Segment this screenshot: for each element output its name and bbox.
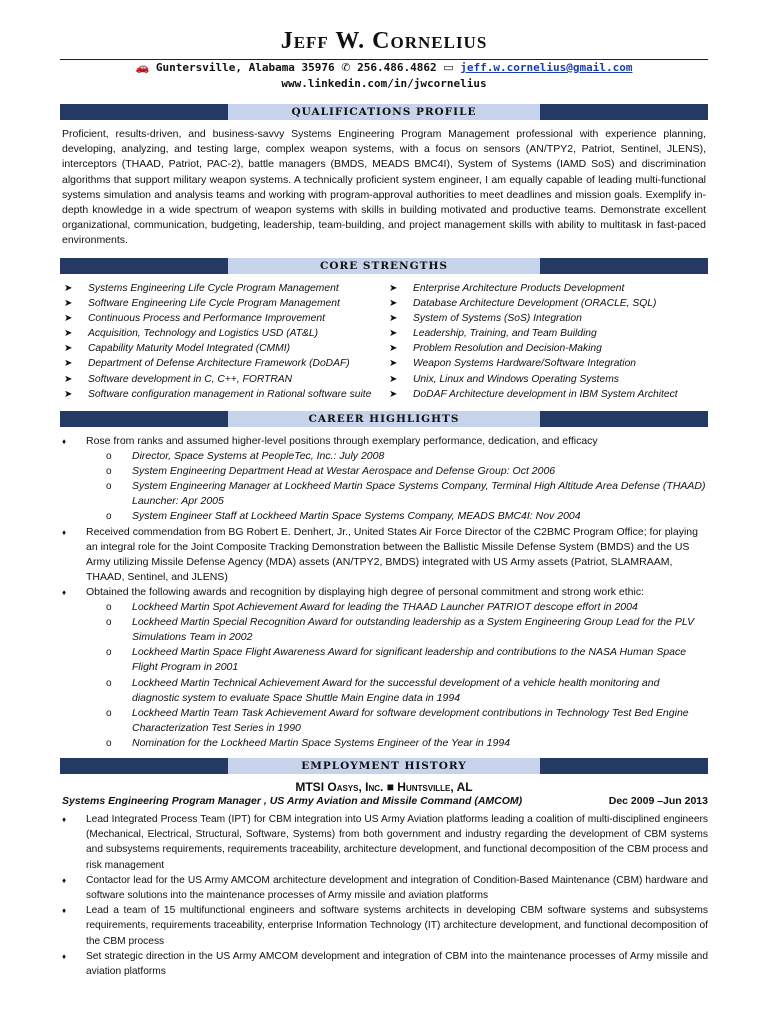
- highlight-subitem: [62, 736, 708, 751]
- circle-bullet-icon: o: [106, 602, 112, 614]
- strengths-heading: CORE STRENGTHS: [228, 258, 540, 274]
- strength-item: [64, 356, 389, 371]
- job-duties: [62, 812, 708, 979]
- strength-text: Capability Maturity Model Integrated (CMMI): [88, 343, 291, 355]
- highlight-subitem-text: Lockheed Martin Special Recognition Award for outstanding leadership as a System Engineering Group Lead for the PLV Simulations Team in 2002: [132, 616, 695, 644]
- strength-item: [64, 341, 389, 356]
- highlight-subitem-text: Nomination for the Lockheed Martin Space Systems Engineer of the Year in 1994: [132, 736, 511, 749]
- highlight-subitem: [62, 479, 708, 509]
- diamond-bullet-icon: ♦: [62, 875, 67, 885]
- duty-item: [62, 949, 708, 979]
- strength-text: Weapon Systems Hardware/Software Integration: [413, 358, 637, 370]
- diamond-bullet-icon: ♦: [62, 951, 67, 961]
- strength-text: Acquisition, Technology and Logistics USD (AT&L): [88, 328, 319, 340]
- arrow-bullet-icon: ➤: [64, 373, 73, 385]
- strengths-band: [60, 258, 708, 274]
- arrow-bullet-icon: ➤: [64, 298, 73, 310]
- duty-item: [62, 812, 708, 873]
- arrow-bullet-icon: ➤: [64, 283, 73, 294]
- highlight-text: Obtained the following awards and recognition by displaying high degree of personal commitment and strong work ethic:: [86, 585, 644, 598]
- strength-item: [64, 326, 389, 341]
- resume-name: Jeff W. Cornelius: [280, 28, 488, 54]
- strength-item: [389, 311, 714, 326]
- strength-item: [64, 387, 389, 402]
- linkedin-url[interactable]: www.linkedin.com/in/jwcornelius: [281, 77, 487, 90]
- highlights-list: [62, 434, 708, 751]
- arrow-bullet-icon: ➤: [64, 328, 73, 340]
- arrow-bullet-icon: ➤: [389, 328, 398, 340]
- highlight-item: [62, 585, 708, 600]
- strengths-left-column: [64, 281, 389, 402]
- arrow-bullet-icon: ➤: [389, 388, 398, 400]
- strength-item: [389, 341, 714, 356]
- strength-text: Continuous Process and Performance Improvement: [88, 313, 325, 325]
- arrow-bullet-icon: ➤: [389, 373, 398, 385]
- highlight-item: [62, 525, 708, 585]
- highlight-subitem: [62, 706, 708, 736]
- highlight-subitem: [62, 464, 708, 479]
- qualifications-heading: QUALIFICATIONS PROFILE: [228, 104, 540, 120]
- diamond-bullet-icon: ♦: [62, 815, 67, 824]
- arrow-bullet-icon: ➤: [64, 313, 73, 325]
- highlight-subitem-text: Lockheed Martin Spot Achievement Award for leading the THAAD Launcher PATRIOT descope effort in 2004: [132, 601, 638, 614]
- highlight-subitem-text: Director, Space Systems at PeopleTec, Inc.: July 2008: [132, 450, 385, 463]
- duty-text: Lead a team of 15 multifunctional engineers and software systems architects in developing CBM software systems and subsystems requirements, requirements traceability, enterprise Information Technology (IT) architecture development, and functional decomposition of the CBM process: [86, 905, 708, 947]
- highlight-subitem-text: Lockheed Martin Team Task Achievement Award for software development contributions in Technology Test Bed Engine Characterization Test Series in 1990: [132, 706, 689, 734]
- diamond-bullet-icon: ♦: [62, 527, 67, 537]
- strength-text: Database Architecture Development (ORACLE, SQL): [413, 298, 657, 310]
- circle-bullet-icon: o: [106, 466, 112, 478]
- arrow-bullet-icon: ➤: [64, 388, 73, 400]
- company-line: MTSI Oasys, Inc. ■ Huntsville, AL: [295, 780, 473, 794]
- location: Guntersville, Alabama 35976: [155, 61, 335, 74]
- strength-item: [389, 372, 714, 387]
- strength-text: Unix, Linux and Windows Operating Systems: [413, 373, 619, 385]
- duty-text: Set strategic direction in the US Army AMCOM development and integration of CBM into the maintenance processes of Army missile and aviation platforms: [86, 950, 708, 978]
- highlight-text: Rose from ranks and assumed higher-level positions through exemplary performance, dedication, and efficacy: [86, 435, 598, 447]
- diamond-bullet-icon: ♦: [62, 587, 67, 597]
- circle-bullet-icon: o: [106, 737, 112, 749]
- strengths-list: [64, 281, 714, 402]
- job-title-line: [62, 795, 708, 807]
- job-title: Systems Engineering Program Manager , US Army Aviation and Missile Command (AMCOM): [62, 795, 523, 807]
- car-icon: 🚗: [135, 61, 150, 74]
- job-dates: Dec 2009 –Jun 2013: [608, 795, 708, 807]
- highlight-subitem: [62, 676, 708, 706]
- duty-text: Contactor lead for the US Army AMCOM architecture development and integration of Condition-Based Maintenance (CBM) hardware and software solutions into the maintenance processes of Army missile and aviation platforms: [86, 874, 708, 902]
- strength-item: [64, 281, 389, 296]
- highlights-heading: CAREER HIGHLIGHTS: [228, 411, 540, 427]
- duty-text: Lead Integrated Process Team (IPT) for CBM integration into US Army Aviation platforms leading a coalition of multi-disciplined engineers (Mechanical, Electrical, Structural, Software, Systems) from both government and industry regarding the development of CBM systems and subsystems requirements, requirements traceability, architecture development, and functional decomposition of the CBM process and risk management: [86, 814, 708, 871]
- highlight-subitem: [62, 645, 708, 675]
- qualifications-band: [60, 104, 708, 120]
- arrow-bullet-icon: ➤: [389, 358, 398, 370]
- computer-icon: ▭: [443, 61, 454, 74]
- strength-item: [389, 296, 714, 311]
- strength-text: Systems Engineering Life Cycle Program Management: [88, 283, 339, 294]
- diamond-bullet-icon: ♦: [62, 906, 67, 916]
- circle-bullet-icon: o: [106, 481, 112, 493]
- arrow-bullet-icon: ➤: [389, 343, 398, 355]
- strength-item: [389, 387, 714, 402]
- highlight-subitem-text: Lockheed Martin Technical Achievement Award for the successful development of a vehicle health monitoring and diagnostic system to evaluate Space Shuttle Main Engine data in 1994: [132, 676, 660, 704]
- circle-bullet-icon: o: [106, 451, 112, 463]
- highlights-band: [60, 411, 708, 427]
- duty-item: [62, 873, 708, 903]
- strength-text: DoDAF Architecture development in IBM System Architect: [413, 388, 678, 400]
- employment-band: [60, 758, 708, 774]
- highlight-subitem: [62, 600, 708, 615]
- strength-text: Software configuration management in Rational software suite: [88, 388, 372, 400]
- strength-item: [389, 281, 714, 296]
- strength-item: [64, 372, 389, 387]
- profile-text: Proficient, results-driven, and business-savvy Systems Engineering Program Management professional with experience planning, developing, analyzing, and testing large, complex weapon systems, with a focus on sensors (AN/TPY2, Patriot, Sentinel, JLENS), interceptors (THAAD, Patriot, PAC-2), battle managers (BMDS, MEADS BMC4I), System of Systems (IAMD SoS) and discrimination algorithms that support military weapon systems. A technically proficient system engineer, I am equally capable of leading multi-functional systems simulation and analysis teams and working with program-approval authorities to meet deadlines and mission goals. Exemplify in-depth knowledge in a wide spectrum of weapon systems with skills in building motivated and productive teams. Demonstrate excellent organizational, communication, budgeting, leadership, team-building, and project management skills with ability to multitask in fast-paced environments.: [62, 128, 706, 247]
- arrow-bullet-icon: ➤: [389, 283, 398, 294]
- highlight-text: Received commendation from BG Robert E. Denhert, Jr., United States Air Force Director of the C2BMC Program Office; for playing an integral role for the Joint Composite Tracking Demonstration between the Ballistic Missile Defense System (BMDS) and the US Army utilizing Missile Defense Agency (MDA) assets (AN/TPY2, BMDS) integrated with US Army assets (Patriot, SLAMRAAM, THAAD, Sentinel, and JLENS): [86, 525, 698, 583]
- highlight-item: [62, 434, 708, 449]
- strength-text: Software Engineering Life Cycle Program Management: [88, 298, 340, 310]
- strength-item: [389, 356, 714, 371]
- circle-bullet-icon: o: [106, 677, 112, 689]
- duty-item: [62, 903, 708, 949]
- strengths-right-column: [389, 281, 714, 402]
- highlight-subitem-text: System Engineering Manager at Lockheed Martin Space Systems Company, Terminal High Altitude Area Defense (THAAD) Launcher: Apr 2005: [132, 480, 706, 508]
- circle-bullet-icon: o: [106, 707, 112, 719]
- employment-heading: EMPLOYMENT HISTORY: [228, 758, 540, 774]
- circle-bullet-icon: o: [106, 617, 112, 629]
- email-link[interactable]: jeff.w.cornelius@gmail.com: [460, 61, 633, 74]
- arrow-bullet-icon: ➤: [389, 298, 398, 310]
- arrow-bullet-icon: ➤: [389, 313, 398, 325]
- highlight-subitem-text: System Engineering Department Head at Westar Aerospace and Defense Group: Oct 2006: [132, 465, 556, 478]
- strength-text: Enterprise Architecture Products Development: [413, 283, 625, 294]
- highlight-subitem: [62, 615, 708, 645]
- strength-text: Leadership, Training, and Team Building: [413, 328, 597, 340]
- strength-text: Software development in C, C++, FORTRAN: [88, 373, 293, 385]
- highlight-subitem: [62, 509, 708, 524]
- strength-item: [64, 296, 389, 311]
- circle-bullet-icon: o: [106, 647, 112, 659]
- header-rule: [60, 59, 708, 60]
- highlight-subitem: [62, 449, 708, 464]
- diamond-bullet-icon: ♦: [62, 437, 67, 446]
- highlight-subitem-text: Lockheed Martin Space Flight Awareness Award for significant leadership and contributions to the NASA Human Space Flight Program in 2001: [132, 646, 687, 674]
- arrow-bullet-icon: ➤: [64, 358, 73, 370]
- arrow-bullet-icon: ➤: [64, 343, 73, 355]
- strength-text: Department of Defense Architecture Framework (DoDAF): [88, 358, 350, 370]
- contact-line: [0, 61, 768, 74]
- strength-text: System of Systems (SoS) Integration: [413, 313, 582, 325]
- highlight-subitem-text: System Engineer Staff at Lockheed Martin Space Systems Company, MEADS BMC4I: Nov 2004: [132, 510, 581, 523]
- strength-item: [389, 326, 714, 341]
- phone-icon: ✆: [341, 61, 351, 74]
- circle-bullet-icon: o: [106, 511, 112, 523]
- phone: 256.486.4862: [357, 61, 437, 74]
- strength-item: [64, 311, 389, 326]
- strength-text: Problem Resolution and Decision-Making: [413, 343, 602, 355]
